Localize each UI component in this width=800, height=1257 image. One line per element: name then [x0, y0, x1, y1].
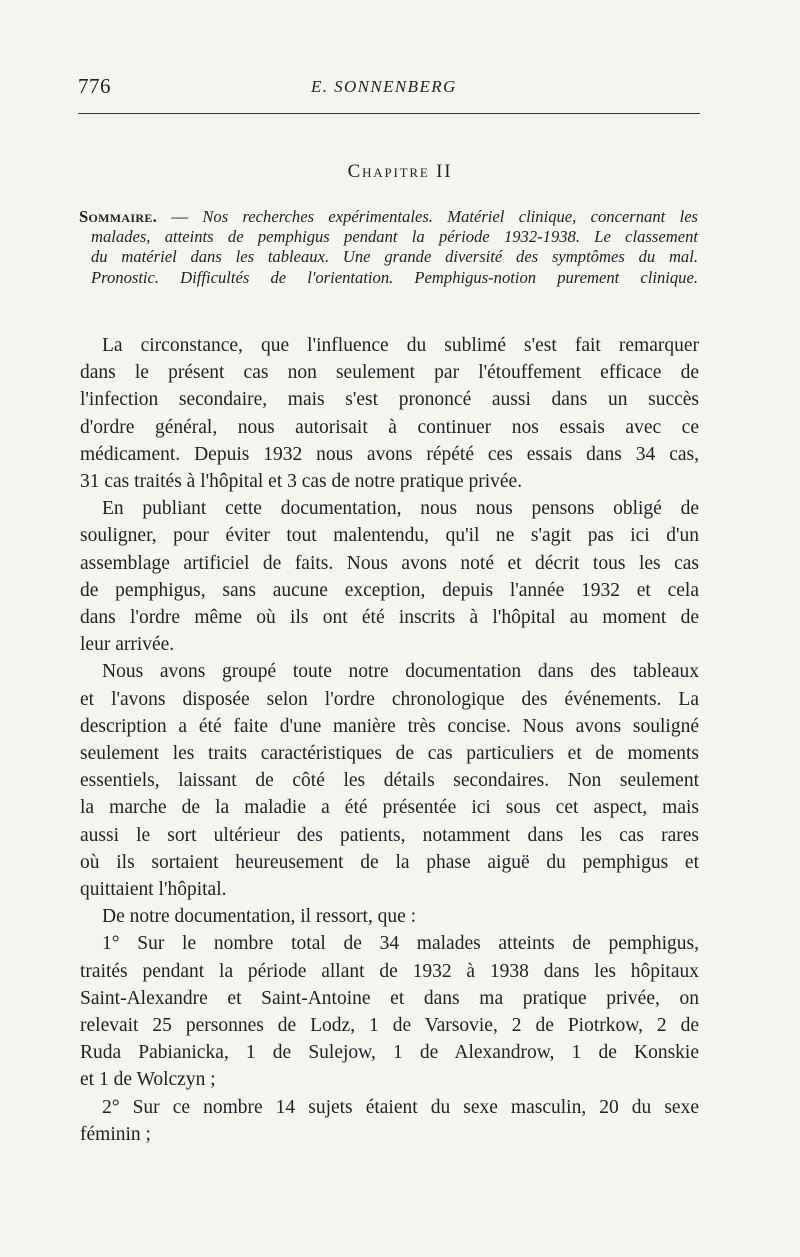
summary-line: Pronostic. Difficultés de l'orientation. Pemphigus-notion purement clinique. — [91, 267, 698, 287]
summary-line: malades, atteints de pemphigus pendant la période 1932-1938. Le classement — [91, 227, 698, 247]
summary-line: du matériel dans les tableaux. Une grande diversité des symptômes du mal. — [91, 247, 698, 267]
chapter-summary — [79, 207, 698, 288]
body-line: La circonstance, que l'influence du sublimé s'est fait remarquer — [102, 335, 699, 356]
body-line: quittaient l'hôpital. — [80, 879, 227, 901]
body-text — [80, 332, 699, 1148]
body-line: dans le présent cas non seulement par l'étouffement efficace de — [80, 362, 699, 384]
body-line: description a été faite d'une manière très concise. Nous avons souligné — [80, 715, 699, 737]
summary-text: Nos recherches expérimentales. Matériel clinique, concernant les — [202, 207, 699, 226]
body-line: Saint-Alexandre et Saint-Antoine et dans ma pratique privée, on — [80, 987, 699, 1009]
body-line: Nous avons groupé toute notre documentation dans des tableaux — [102, 661, 699, 683]
body-line: 1° Sur le nombre total de 34 malades atteints de pemphigus, — [102, 933, 699, 955]
running-head — [78, 74, 700, 104]
body-line: de pemphigus, sans aucune exception, depuis l'année 1932 et cela — [80, 579, 699, 601]
summary-label: Sommaire. — [79, 207, 158, 226]
body-line: d'ordre général, nous autorisait à continuer nos essais avec ce — [80, 416, 699, 438]
body-line: En publiant cette documentation, nous nous pensons obligé de — [102, 498, 699, 520]
body-line: féminin ; — [80, 1123, 151, 1145]
chapter-title: Chapitre II — [347, 161, 453, 182]
body-line: souligner, pour éviter tout malentendu, qu'il ne s'agit pas ici d'un — [80, 525, 699, 547]
header-rule — [78, 113, 700, 114]
body-line: 2° Sur ce nombre 14 sujets étaient du sexe masculin, 20 du sexe — [102, 1096, 699, 1118]
body-line: traités pendant la période allant de 1932 à 1938 dans les hôpitaux — [80, 960, 699, 982]
body-line: et 1 de Wolczyn ; — [80, 1069, 216, 1091]
body-line: relevait 25 personnes de Lodz, 1 de Varsovie, 2 de Piotrkow, 2 de — [80, 1015, 699, 1037]
body-line: seulement les traits caractéristiques de cas particuliers et de moments — [80, 743, 699, 765]
body-line: leur arrivée. — [80, 634, 175, 656]
body-line: De notre documentation, il ressort, que : — [102, 906, 417, 928]
summary-line — [79, 207, 698, 227]
body-line: 31 cas traités à l'hôpital et 3 cas de notre pratique privée. — [80, 471, 523, 493]
body-line: médicament. Depuis 1932 nous avons répété ces essais dans 34 cas, — [80, 443, 699, 465]
body-line: aussi le sort ultérieur des patients, notamment dans les cas rares — [80, 824, 699, 846]
body-line: la marche de la maladie a été présentée ici sous cet aspect, mais — [80, 797, 699, 819]
page-number: 776 — [78, 74, 111, 98]
summary-dash: — — [171, 207, 188, 226]
body-line: Ruda Pabianicka, 1 de Sulejow, 1 de Alexandrow, 1 de Konskie — [80, 1042, 699, 1064]
body-line: dans l'ordre même où ils ont été inscrits à l'hôpital au moment de — [80, 607, 699, 629]
body-line: où ils sortaient heureusement de la phase aiguë du pemphigus et — [80, 851, 699, 873]
body-line: l'infection secondaire, mais s'est prononcé aussi dans un succès — [80, 389, 699, 411]
body-line: et l'avons disposée selon l'ordre chronologique des événements. La — [80, 688, 699, 710]
running-head-author: E. SONNENBERG — [311, 77, 457, 96]
body-line: assemblage artificiel de faits. Nous avons noté et décrit tous les cas — [80, 552, 699, 574]
body-line: essentiels, laissant de côté les détails secondaires. Non seulement — [80, 770, 699, 792]
